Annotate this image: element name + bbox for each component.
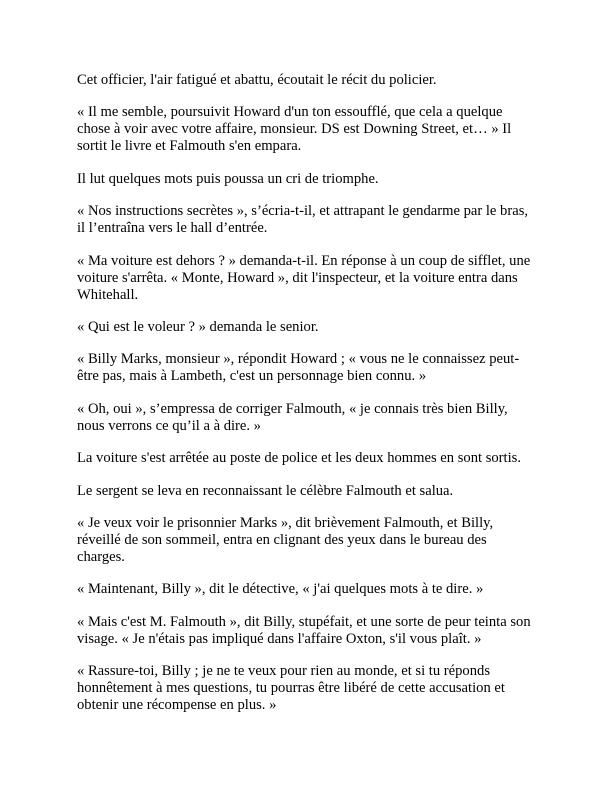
paragraph: « Il me semble, poursuivit Howard d'un ton essoufflé, que cela a quelque chose à voir avec votre affaire, monsieur. DS est Downing Street, et… » Il sortit le livre et Falmouth s'en empara. bbox=[77, 104, 512, 155]
paragraph: « Qui est le voleur ? » demanda le senior. bbox=[77, 318, 319, 335]
paragraph: La voiture s'est arrêtée au poste de police et les deux hommes en sont sortis. bbox=[77, 450, 521, 467]
body-text bbox=[77, 72, 537, 729]
paragraph: Il lut quelques mots puis poussa un cri de triomphe. bbox=[77, 170, 379, 187]
paragraph: « Rassure-toi, Billy ; je ne te veux pour rien au monde, et si tu réponds honnêtement à mes questions, tu pourras être libéré de cette accusation et obtenir une récompense en plus. » bbox=[77, 663, 505, 714]
paragraph: Cet officier, l'air fatigué et abattu, écoutait le récit du policier. bbox=[77, 72, 437, 88]
paragraph: « Je veux voir le prisonnier Marks », dit brièvement Falmouth, et Billy, réveillé de son sommeil, entra en clignant des yeux dans le bureau des charges. bbox=[77, 514, 494, 565]
paragraph: « Oh, oui », s’empressa de corriger Falmouth, « je connais très bien Billy, nous verrons ce qu’il a à dire. » bbox=[77, 400, 508, 434]
paragraph: « Mais c'est M. Falmouth », dit Billy, stupéfait, et une sorte de peur teinta son visage. « Je n'étais pas impliqué dans l'affaire Oxton, s'il vous plaît. » bbox=[77, 613, 531, 647]
paragraph: « Billy Marks, monsieur », répondit Howard ; « vous ne le connaissez peut-être pas, mais à Lambeth, c'est un personnage bien connu. » bbox=[77, 351, 520, 385]
paragraph: « Ma voiture est dehors ? » demanda-t-il. En réponse à un coup de sifflet, une voiture s'arrêta. « Monte, Howard », dit l'inspecteur, et la voiture entra dans Whitehall. bbox=[77, 252, 531, 303]
paragraph: Le sergent se leva en reconnaissant le célèbre Falmouth et salua. bbox=[77, 482, 454, 499]
paragraph: « Maintenant, Billy », dit le détective, « j'ai quelques mots à te dire. » bbox=[77, 581, 484, 598]
paragraph: « Nos instructions secrètes », s’écria-t-il, et attrapant le gendarme par le bras, il l’entraîna vers le hall d’entrée. bbox=[77, 203, 529, 237]
